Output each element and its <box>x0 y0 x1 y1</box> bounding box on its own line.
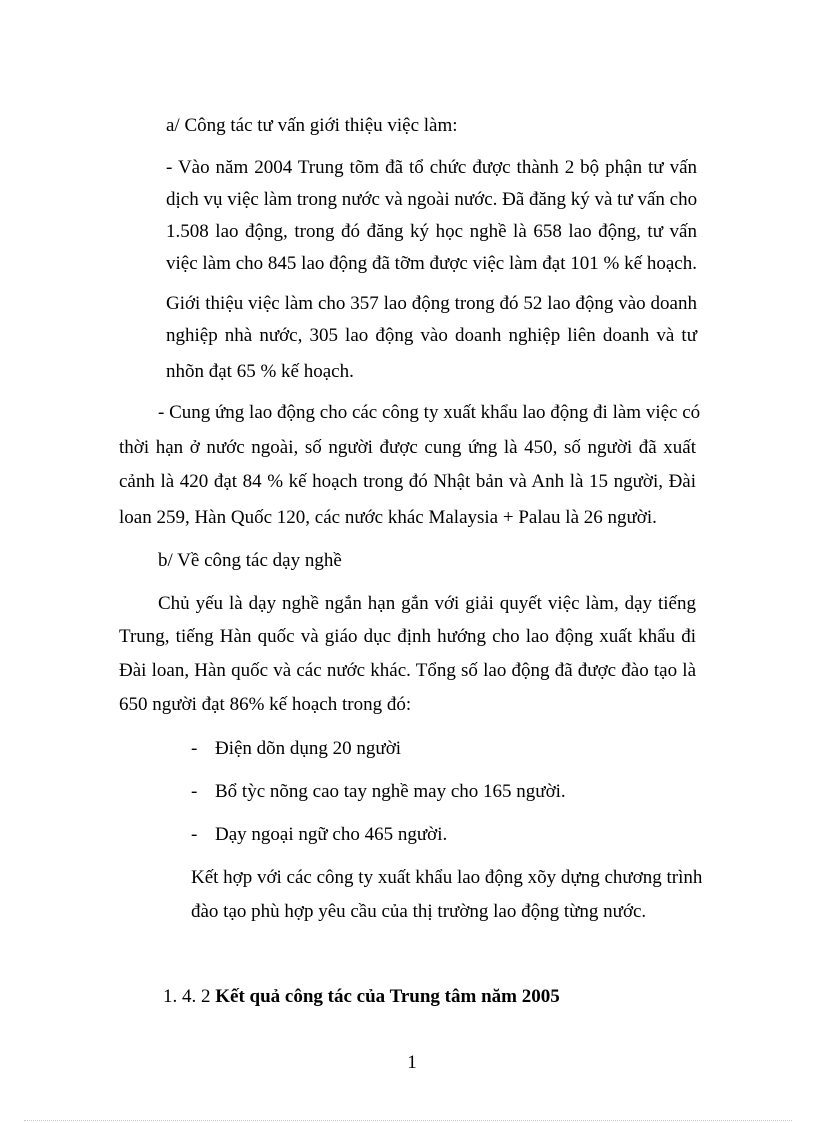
list-marker: - <box>191 738 198 759</box>
section-title-number: 1. 4. 2 <box>163 986 211 1007</box>
list-item: Điện dõn dụng 20 người <box>215 738 402 759</box>
para2-line: - Cung ứng lao động cho các công ty xuất khẩu lao động đi làm việc có <box>158 402 701 423</box>
para2-line: cảnh là 420 đạt 84 % kế hoạch trong đó Nhật bản và Anh là 15 người, Đài <box>119 471 696 492</box>
section-b-para-line: 650 người đạt 86% kế hoạch trong đó: <box>119 694 412 715</box>
list-marker: - <box>191 824 198 845</box>
para1-line: - Vào năm 2004 Trung tõm đã tổ chức được thành 2 bộ phận tư vấn <box>166 157 697 178</box>
closing-line: đào tạo phù hợp yêu cầu của thị trường lao động từng nước. <box>191 901 647 922</box>
para1-line: 1.508 lao động, trong đó đăng ký học nghề là 658 lao động, tư vấn <box>166 221 697 242</box>
section-b-para-line: Trung, tiếng Hàn quốc và giáo dục định hướng cho lao động xuất khẩu đi <box>119 626 696 647</box>
section-b-heading: b/ Về công tác dạy nghề <box>158 550 342 571</box>
section-title <box>163 985 560 1009</box>
closing-line: Kết hợp với các công ty xuất khẩu lao động xõy dựng chương trình <box>191 867 703 888</box>
para1-line: nghiệp nhà nước, 305 lao động vào doanh nghiệp liên doanh và tư <box>166 325 697 346</box>
para2-line: thời hạn ở nước ngoài, số người được cung ứng là 450, số người đã xuất <box>119 437 696 458</box>
list-item: Dạy ngoại ngữ cho 465 người. <box>215 824 448 845</box>
para1-line: dịch vụ việc làm trong nước và ngoài nước. Đã đăng ký và tư vấn cho <box>166 189 698 210</box>
list-marker: - <box>191 781 198 802</box>
section-title-text: Kết quả công tác của Trung tâm năm 2005 <box>215 986 560 1007</box>
section-b-para-line: Chủ yếu là dạy nghề ngắn hạn gắn với giải quyết việc làm, dạy tiếng <box>158 593 696 614</box>
section-b-para-line: Đài loan, Hàn quốc và các nước khác. Tổng số lao động đã được đào tạo là <box>119 660 696 681</box>
page-number: 1 <box>407 1052 417 1073</box>
para1-line: nhõn đạt 65 % kế hoạch. <box>166 361 354 382</box>
footer-divider <box>24 1120 792 1121</box>
para1-line: việc làm cho 845 lao động đã tỡm được việc làm đạt 101 % kế hoạch. <box>166 253 697 274</box>
section-a-heading: a/ Công tác tư vấn giới thiệu việc làm: <box>166 115 458 136</box>
para1-line: Giới thiệu việc làm cho 357 lao động trong đó 52 lao động vào doanh <box>166 293 697 314</box>
para2-line: loan 259, Hàn Quốc 120, các nước khác Malaysia + Palau là 26 người. <box>119 507 657 528</box>
list-item: Bổ tỳc nõng cao tay nghề may cho 165 người. <box>215 781 566 802</box>
